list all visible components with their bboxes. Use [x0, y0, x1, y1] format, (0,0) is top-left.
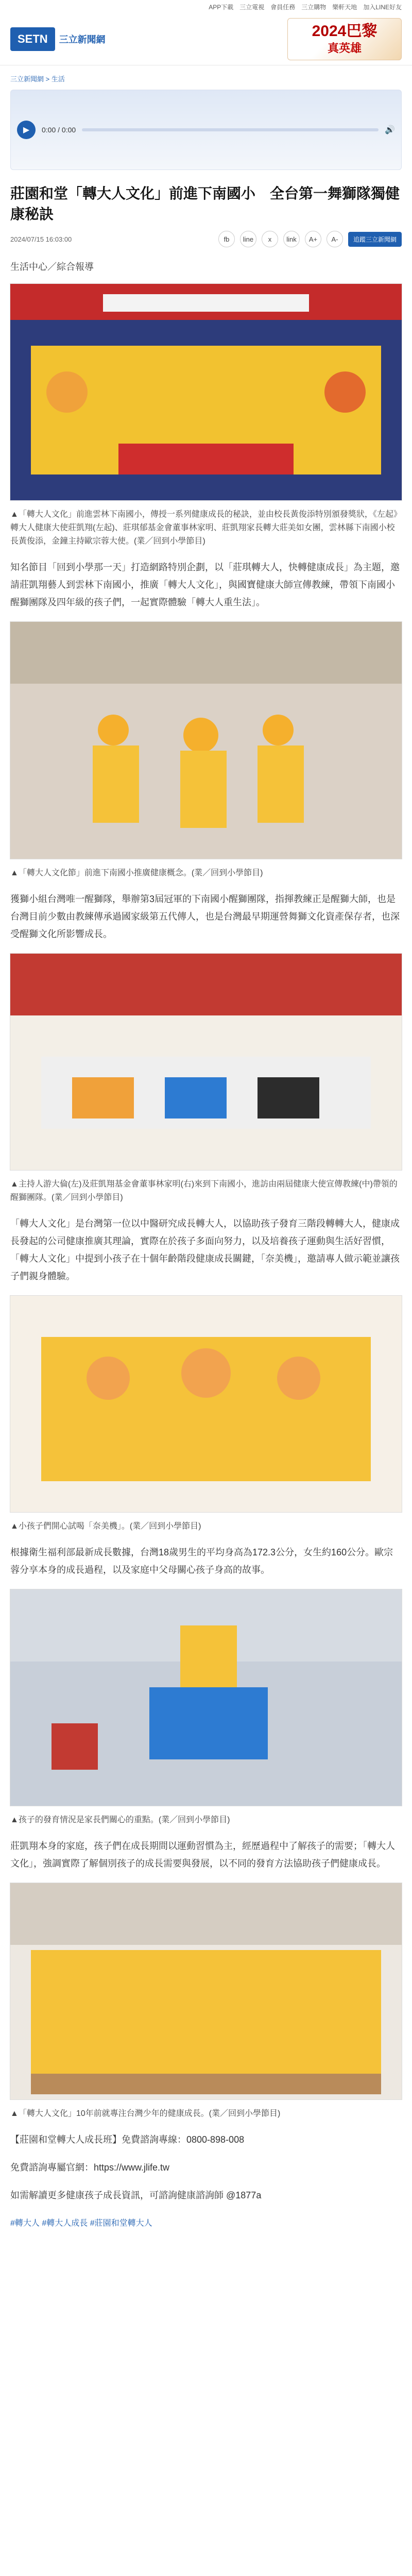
- image-caption: ▲「轉大人文化節」前進下南國小推廣健康概念。(業／回到小學節目): [10, 869, 263, 877]
- group-photo: [10, 284, 402, 500]
- font-down-icon[interactable]: A-: [327, 231, 343, 247]
- promo-banner[interactable]: [287, 18, 402, 60]
- kids-yard-photo: [10, 622, 402, 859]
- contact-line: 【莊園和堂轉大人成長班】免費諮詢專線：0800-898-008: [10, 2134, 245, 2145]
- logo[interactable]: [10, 27, 106, 51]
- top-link[interactable]: APP下載: [209, 3, 234, 11]
- share-bar: [218, 231, 402, 247]
- article-image: [10, 953, 402, 1171]
- logo-mark: SETN: [10, 27, 55, 51]
- logo-sub: 三立新聞網: [59, 35, 106, 45]
- progress-bar[interactable]: [82, 128, 379, 131]
- article-date: 2024/07/15 16:03:00: [10, 235, 72, 243]
- image-caption: ▲小孩子們開心試喝「奈美機」。(業／回到小學節目): [10, 1522, 201, 1531]
- top-link[interactable]: 三立電視: [239, 3, 265, 11]
- play-icon[interactable]: ▶: [17, 121, 36, 139]
- player-time: 0:00 / 0:00: [42, 126, 76, 134]
- article-author: 生活中心／綜合報導: [10, 262, 94, 272]
- article-image: [10, 1589, 402, 1806]
- image-caption: ▲主持人游大倫(左)及莊凱翔基金會董事林家明(右)來到下南國小，進訪由兩屆健康大使宣傳教練(中)帶領的醒獅團隊。(業／回到小學節目): [10, 1180, 398, 1202]
- kids-drinking-photo: [10, 1296, 402, 1512]
- lion-dance-photo: [10, 1589, 402, 1806]
- image-caption: ▲「轉大人文化」10年前就專注台灣少年的健康成長。(業／回到小學節目): [10, 2109, 281, 2118]
- image-caption: ▲孩子的發育情況是家長們關心的重點。(業／回到小學節目): [10, 1816, 230, 1824]
- contact-line: 如需解讀更多健康孩子成長資訊，可諮詢健康諮詢師 @1877a: [10, 2190, 262, 2200]
- facebook-icon[interactable]: fb: [218, 231, 235, 247]
- paragraph: 莊凱翔本身的家庭，孩子們在成長期間以運動習慣為主，經歷過程中了解孩子的需要；「轉大人文化」，強調實際了解個別孩子的成長需要與發展，以不同的發育方法協助孩子們健康成長。: [10, 1841, 395, 1869]
- article-image: [10, 1295, 402, 1513]
- article-meta: [10, 231, 402, 247]
- link-icon[interactable]: link: [283, 231, 300, 247]
- top-link[interactable]: 樂軒天地: [332, 3, 357, 11]
- paragraph: 根據衛生福利部最新成長數據，台灣18歲男生的平均身高為172.3公分，女生約160公分。歐宗蓉分享本身的成長過程，以及家庭中父母關心孩子身高的故事。: [10, 1547, 393, 1575]
- font-up-icon[interactable]: A+: [305, 231, 321, 247]
- article-image: [10, 621, 402, 859]
- line-icon[interactable]: line: [240, 231, 256, 247]
- promo-subtitle: 真英雄: [327, 41, 362, 55]
- follow-button[interactable]: 追蹤三立新聞網: [348, 232, 402, 247]
- paragraph: 獲獅小組台灣唯一醒獅隊，舉辦第3屆冠軍的下南國小醒獅團隊，指揮教練正是醒獅大師，也是台灣目前少數由教練傳承過國家級第五代傳人，也是台灣最早期運營舞獅文化資產保存者，也深受醒獅文化所影響成長。: [10, 894, 400, 939]
- audio-player[interactable]: [10, 90, 402, 170]
- stage-photo: [10, 954, 402, 1170]
- breadcrumb[interactable]: 三立新聞網 > 生活: [10, 75, 65, 83]
- site-header: [0, 13, 412, 65]
- top-link[interactable]: 加入LINE好友: [363, 3, 402, 11]
- article-image: [10, 283, 402, 501]
- top-links: [0, 0, 412, 13]
- article-image: [10, 1883, 402, 2100]
- article-tags[interactable]: #轉大人 #轉大人成長 #莊園和堂轉大人: [10, 2219, 152, 2228]
- paragraph: 「轉大人文化」是台灣第一位以中醫研究成長轉大人，以協助孩子發育三階段轉轉大人，健康成長發起的公司健康推廣其理論，實際在於孩子多面向努力，以及培養孩子運動與生活好習慣，「轉大人文化」中提到小孩子在十個年齡階段健康成長關鍵，「奈美機」，邀請專人做示範並讓孩子們親身體驗。: [10, 1218, 400, 1281]
- contact-line[interactable]: 免費諮詢專屬官網：https://www.jlife.tw: [10, 2162, 170, 2173]
- x-icon[interactable]: x: [262, 231, 278, 247]
- top-link[interactable]: 會員任務: [270, 3, 296, 11]
- crowd-photo: [10, 1883, 402, 2099]
- article-title: 莊園和堂「轉大人文化」前進下南國小 全台第一舞獅隊獨健康秘訣: [10, 185, 400, 222]
- image-caption: ▲「轉大人文化」前進雲林下南國小，傳授一系列健康成長的秘訣，並由校長黃俊添特別頒發獎狀，《左起》轉大人健康大使莊凱翔(左起)、莊琪郁基金會董事林家明、莊凱翔家長轉大莊美如女團，雲林縣下南國小校長黃俊添，金鐘主持歐宗蓉大使。(業／回到小學節目): [10, 510, 402, 546]
- volume-icon[interactable]: 🔊: [385, 126, 395, 134]
- promo-title: 2024巴黎: [312, 22, 377, 40]
- paragraph: 知名節目「回到小學那一天」打造網路特別企劃，以「莊琪轉大人，快轉健康成長」為主題，邀請莊凱翔藝人到雲林下南國小，推廣「轉大人文化」，與國寶健康大師宣傳教練，帶領下南國小醒獅團隊及四年級的孩子們，一起實際體驗「轉大人重生法」。: [10, 562, 400, 607]
- top-link[interactable]: 三立購物: [301, 3, 327, 11]
